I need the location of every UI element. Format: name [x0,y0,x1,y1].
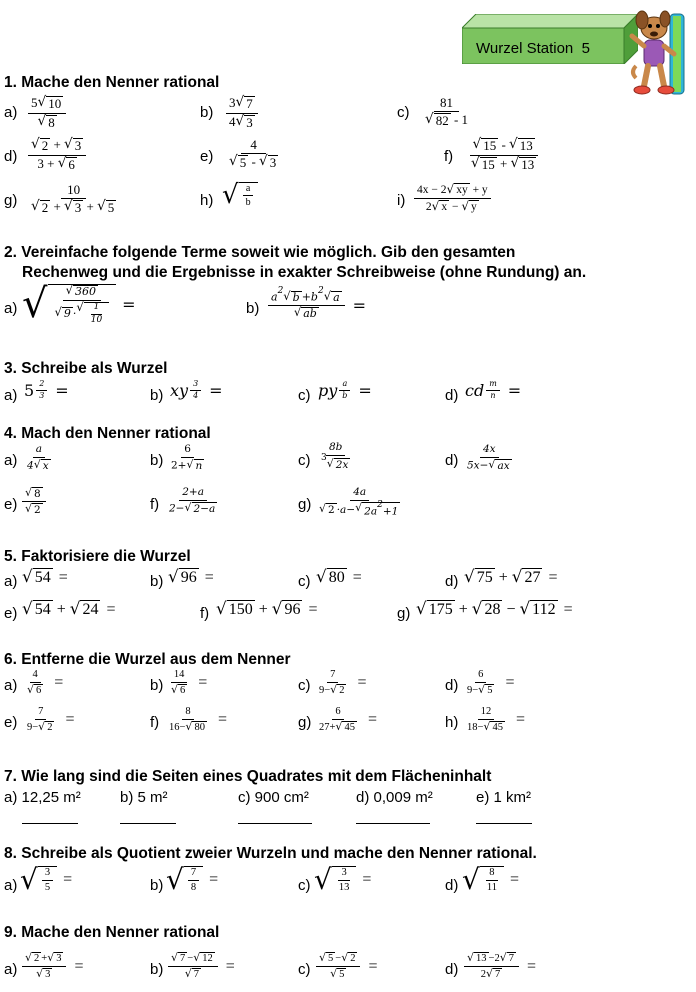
s5-heading: 5. Faktorisiere die Wurzel [4,548,191,565]
s5-label-c: c) [298,573,311,590]
s1-task-g: 10 √ 2 + √ 3 + √ 5 [31,182,115,216]
s1-label-g: g) [4,192,18,209]
s7-item-b: b) 5 m² [120,789,168,806]
s3-label-a: a) [4,387,18,404]
s5-label-g: g) [397,605,411,622]
s6-heading: 6. Entferne die Wurzel aus dem Nenner [4,651,291,668]
s6-label-g: g) [298,714,312,731]
s5-task-a: √ 54 = [22,566,68,586]
s1-task-a: 5 √ 10 √ 8 [26,96,68,131]
s5-task-f: √ 150 + √ 96 = [216,598,318,618]
s7-answer-line-b[interactable] [120,822,176,824]
s1-heading: 1. Mache den Nenner rational [4,74,220,91]
s1-label-f: f) [444,148,454,165]
s3-label-b: b) [150,387,164,404]
s2-label-a: a) [4,300,18,317]
s1-task-i: 4x − 2 √ xy + y 2 √ x − √ y [412,183,493,214]
s1-label-i: i) [397,192,406,209]
s4-label-c: c) [298,452,311,469]
s9-heading: 9. Mache den Nenner rational [4,924,220,941]
s6-task-g: 6 27+ √ 45 = [319,706,377,733]
s9-label-c: c) [298,961,311,978]
s9-label-b: b) [150,961,164,978]
s7-item-e: e) 1 km² [476,789,532,806]
s4-label-b: b) [150,452,164,469]
s8-label-a: a) [4,877,18,894]
s4-task-d: 4x 5x− √ ax [467,443,510,472]
s5-task-b: √ 96 = [168,566,214,586]
s6-label-h: h) [445,714,459,731]
s2-label-b: b) [246,300,260,317]
s9-label-a: a) [4,961,18,978]
s2-heading-line1: 2. Vereinfache folgende Terme soweit wie möglich. Gib den gesamten [4,244,516,261]
s2-task-b: $a^2$ √ b $+b^2$ √ a √ ab = [266,290,366,321]
s5-label-e: e) [4,605,18,622]
s8-task-a: √ $\frac{3}{5}$ = [20,863,73,896]
s5-label-f: f) [200,605,210,622]
s4-task-c: 8b $^3$ √ 2x [321,441,349,471]
s6-label-b: b) [150,677,164,694]
s3-task-a: 5 $\frac{2}{3}$ = [24,379,69,400]
s7-item-a: a) 12,25 m² [4,789,81,806]
s5-label-d: d) [445,573,459,590]
s6-task-f: 8 16− √ 80 = [169,706,227,733]
s5-task-e: √ 54 + √ 24 = [22,598,116,618]
s1-task-d: √ 2 + √ 3 3 + √ 6 [26,138,88,173]
s5-task-g: √ 175 + √ 28 − √ 112 = [416,598,573,618]
s3-task-c: py $\frac{a}{b}$ = [318,379,372,400]
s6-task-c: 7 9− √ 2 = [319,669,367,696]
s1-label-d: d) [4,148,18,165]
s4-heading: 4. Mach den Nenner rational [4,425,211,442]
s4-label-d: d) [445,452,459,469]
s4-task-a: a 4 √ x [27,443,49,472]
s1-task-c: 81 √ 82 - 1 [425,95,469,129]
s2-task-a: √ √ 360 √ 9 · √ $\frac{1}{10}$ = [22,281,136,327]
s6-label-d: d) [445,677,459,694]
s6-label-a: a) [4,677,18,694]
s4-label-e: e) [4,496,18,513]
s1-task-h: √ $\frac{a}{b}$ [222,182,258,208]
s1-label-c: c) [397,104,410,121]
s1-task-b: 3 √ 7 4 √ 3 [224,96,260,131]
s7-answer-line-a[interactable] [22,822,78,824]
s5-task-c: √ 80 = [316,566,362,586]
s7-answer-line-c[interactable] [238,822,312,824]
title-box [462,14,638,64]
s4-label-a: a) [4,452,18,469]
s4-task-e: √ 8 √ 2 [20,487,48,516]
s3-task-b: xy $\frac{3}{4}$ = [170,379,223,400]
s8-label-c: c) [298,877,311,894]
s4-task-b: 6 2+ √ n [171,443,203,472]
s6-task-d: 6 9− √ 5 = [467,669,515,696]
s5-label-a: a) [4,573,18,590]
s3-heading: 3. Schreibe als Wurzel [4,360,168,377]
s8-task-d: √ $\frac{8}{11}$ = [462,863,519,896]
s1-label-a: a) [4,104,18,121]
s1-task-e: 4 √ 5 - √ 3 [229,137,277,171]
s1-label-h: h) [200,192,214,209]
s8-label-b: b) [150,877,164,894]
s6-label-c: c) [298,677,311,694]
s4-task-f: 2+a 2− √ 2−a [169,486,216,515]
s7-answer-line-e[interactable] [476,822,532,824]
s7-answer-line-d[interactable] [356,822,430,824]
s5-label-b: b) [150,573,164,590]
dog-mascot-icon [628,6,694,104]
s7-item-d: d) 0,009 m² [356,789,433,806]
title-text: Wurzel Station 5 [476,40,590,57]
s2-heading-line2: Rechenweg und die Ergebnisse in exakter Schreibweise (ohne Rundung) an. [22,264,587,281]
s9-task-a: √ 2 + √ 3 √ 3 = [20,952,84,981]
s7-heading: 7. Wie lang sind die Seiten eines Quadrates mit dem Flächeninhalt [4,768,492,785]
s8-label-d: d) [445,877,459,894]
s3-task-d: cd $\frac{m}{n}$ = [465,379,522,400]
s6-label-e: e) [4,714,18,731]
s9-label-d: d) [445,961,459,978]
s6-task-b: 14 √ 6 = [171,669,208,696]
s8-task-b: √ $\frac{7}{8}$ = [166,863,219,896]
s4-label-f: f) [150,496,160,513]
s9-task-d: √ 13 −2 √ 7 2 √ 7 = [462,952,536,981]
s4-label-g: g) [298,496,312,513]
s1-label-b: b) [200,104,214,121]
s6-task-e: 7 9− √ 2 = [27,706,75,733]
s4-task-g: 4a √ 2 ·a− √ $2a^2+1$ [319,486,399,518]
s8-task-c: √ $\frac{3}{13}$ = [314,863,372,896]
s3-label-c: c) [298,387,311,404]
s6-task-h: 12 18− √ 45 = [467,706,525,733]
s1-task-f: √ 15 - √ 13 √ 15 + √ 13 [466,138,541,173]
s9-task-b: √ 7 − √ 12 √ 7 = [166,952,235,981]
s6-label-f: f) [150,714,160,731]
s8-heading: 8. Schreibe als Quotient zweier Wurzeln und mache den Nenner rational. [4,845,537,862]
s1-label-e: e) [200,148,214,165]
s3-label-d: d) [445,387,459,404]
s6-task-a: 4 √ 6 = [27,669,64,696]
s5-task-d: √ 75 + √ 27 = [464,566,558,586]
s9-task-c: √ 5 − √ 2 √ 5 = [314,952,378,981]
s7-item-c: c) 900 cm² [238,789,309,806]
